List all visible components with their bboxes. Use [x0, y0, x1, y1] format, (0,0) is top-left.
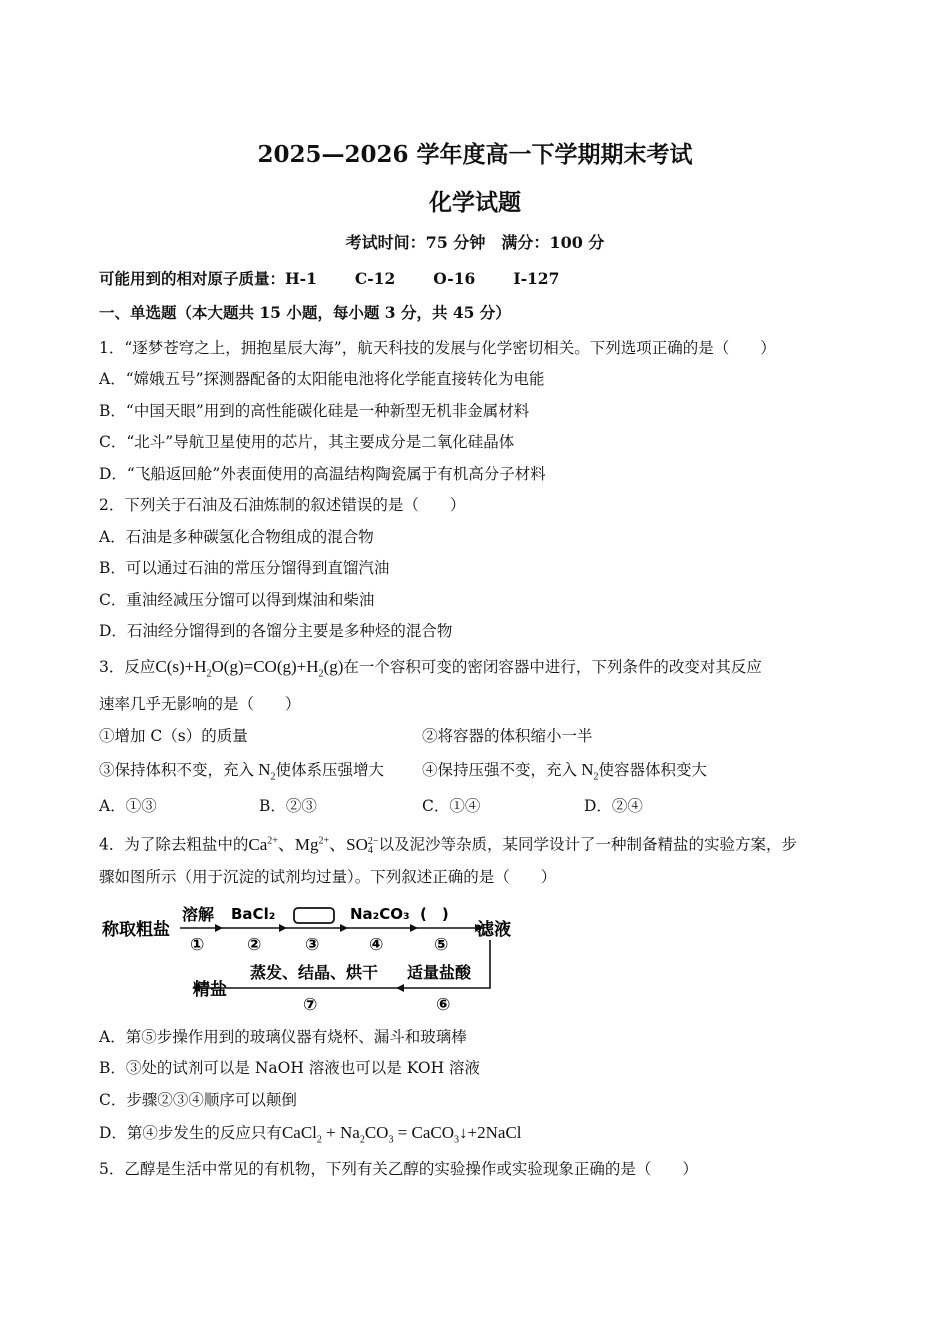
diagram-arrowhead-2	[279, 924, 287, 932]
q3-stem: 3．反应$C(s)+H_2O(g)=CO(g)+H_2(g)$在一个容积可变的密闭容器中进行，下列条件的改变对其反应	[99, 657, 762, 680]
q1-option-d: D．“飞船返回舱”外表面使用的高温结构陶瓷属于有机高分子材料	[99, 465, 546, 483]
q2-option-c: C．重油经减压分馏可以得到煤油和柴油	[99, 591, 375, 609]
q3-item-2: ②将容器的体积缩小一半	[422, 727, 593, 745]
diagram-end: 精盐	[193, 980, 227, 1000]
step7-label: 蒸发、结晶、烘干	[250, 963, 379, 982]
q1-option-b: B．“中国天眼”用到的高性能碳化硅是一种新型无机非金属材料	[99, 402, 530, 420]
step1-num: ①	[190, 935, 205, 955]
step4-num: ④	[369, 935, 384, 955]
step7-num: ⑦	[303, 995, 318, 1013]
q2-stem: 2．下列关于石油及石油炼制的叙述错误的是（ ）	[99, 496, 466, 514]
atomic-mass-label: 可能用到的相对原子质量：	[99, 269, 286, 288]
diagram-arrowhead-4	[410, 924, 418, 932]
q3-option-b: B．②③	[259, 797, 317, 815]
atomic-mass-i: I-127	[513, 269, 560, 288]
q3-option-c: C．①④	[422, 797, 481, 815]
step2-label: BaCl₂	[231, 905, 276, 923]
q2-option-b: B．可以通过石油的常压分馏得到直馏汽油	[99, 559, 390, 577]
atomic-mass-c: C-12	[354, 269, 396, 288]
diagram-arrowhead-1	[215, 924, 223, 932]
q3-item-1: ①增加 C（s）的质量	[99, 727, 248, 745]
step4-label: Na₂CO₃	[350, 905, 410, 923]
diagram-start: 称取粗盐	[102, 920, 170, 940]
q1-option-a: A．“嫦娥五号”探测器配备的太阳能电池将化学能直接转化为电能	[99, 370, 545, 388]
q4-ions: $Ca^{2+}$、$Mg^{2+}$、SO 2− 4	[248, 834, 379, 856]
q2-option-d: D．石油经分馏得到的各馏分主要是多种烃的混合物	[99, 622, 453, 640]
q3-option-d: D．②④	[584, 797, 643, 815]
step3-blank-box	[294, 908, 334, 923]
q3-item-4: ④保持压强不变，充入 $N_2$使容器体积变大	[422, 760, 708, 783]
diagram-arrowhead-3	[340, 924, 348, 932]
q4-option-b: B．③处的试剂可以是 NaOH 溶液也可以是 KOH 溶液	[99, 1059, 481, 1077]
salt-purification-flowchart	[100, 898, 520, 1013]
atomic-mass-h: H-1	[285, 269, 317, 288]
step6-label: 适量盐酸	[407, 963, 472, 982]
q1-stem: 1．“逐梦苍穹之上，拥抱星辰大海”，航天科技的发展与化学密切相关。下列选项正确的是（ ）	[99, 339, 776, 357]
q4-stem-line2: 骤如图所示（用于沉淀的试剂均过量）。下列叙述正确的是（ ）	[99, 868, 557, 886]
q4-option-a: A．第⑤步操作用到的玻璃仪器有烧杯、漏斗和玻璃棒	[99, 1028, 467, 1046]
atomic-mass-o: O-16	[433, 269, 476, 288]
q4-option-d: D．第④步发生的反应只有CaCl$_2$ + $Na_2CO_3$ = CaCO$_3$↓+2NaCl	[99, 1123, 522, 1146]
atomic-mass-line	[99, 268, 559, 290]
step5-num: ⑤	[434, 935, 449, 955]
step2-num: ②	[247, 935, 262, 955]
q4-stem: 4．为了除去粗盐中的$Ca^{2+}$、$Mg^{2+}$、SO 2− 4 以及泥沙等杂质，某同学设计了一种制备精盐的实验方案，步	[99, 834, 798, 856]
subject-title: 化学试题	[429, 189, 521, 216]
q2-option-a: A．石油是多种碳氢化合物组成的混合物	[99, 528, 374, 546]
q5-stem: 5．乙醇是生活中常见的有机物，下列有关乙醇的实验操作或实验现象正确的是（ ）	[99, 1160, 698, 1178]
step3-num: ③	[305, 935, 320, 955]
q3-equation: $C(s)+H_2O(g)=CO(g)+H_2(g)$	[155, 657, 344, 680]
q3-option-a: A．①③	[99, 797, 157, 815]
exam-title: 2025—2026 学年度高一下学期期末考试	[257, 141, 693, 168]
q3-item-3: ③保持体积不变，充入 $N_2$使体系压强增大	[99, 760, 385, 783]
q4-option-c: C．步骤②③④顺序可以颠倒	[99, 1091, 297, 1109]
step5-label: ( )	[420, 905, 449, 923]
diagram-filtrate: 滤液	[477, 920, 511, 940]
exam-info: 考试时间：75 分钟 满分：100 分	[345, 233, 605, 252]
q4-option-d-equation: CaCl$_2$ + $Na_2CO_3$ = CaCO$_3$↓+2NaCl	[281, 1123, 522, 1146]
q3-stem-line2: 速率几乎无影响的是（ ）	[99, 695, 301, 713]
section-title: 一、单选题（本大题共 15 小题，每小题 3 分，共 45 分）	[99, 303, 511, 322]
diagram-arrowhead-6	[396, 984, 404, 992]
step6-num: ⑥	[436, 995, 451, 1013]
step1-label: 溶解	[182, 905, 215, 924]
q1-option-c: C．“北斗”导航卫星使用的芯片，其主要成分是二氧化硅晶体	[99, 433, 515, 451]
